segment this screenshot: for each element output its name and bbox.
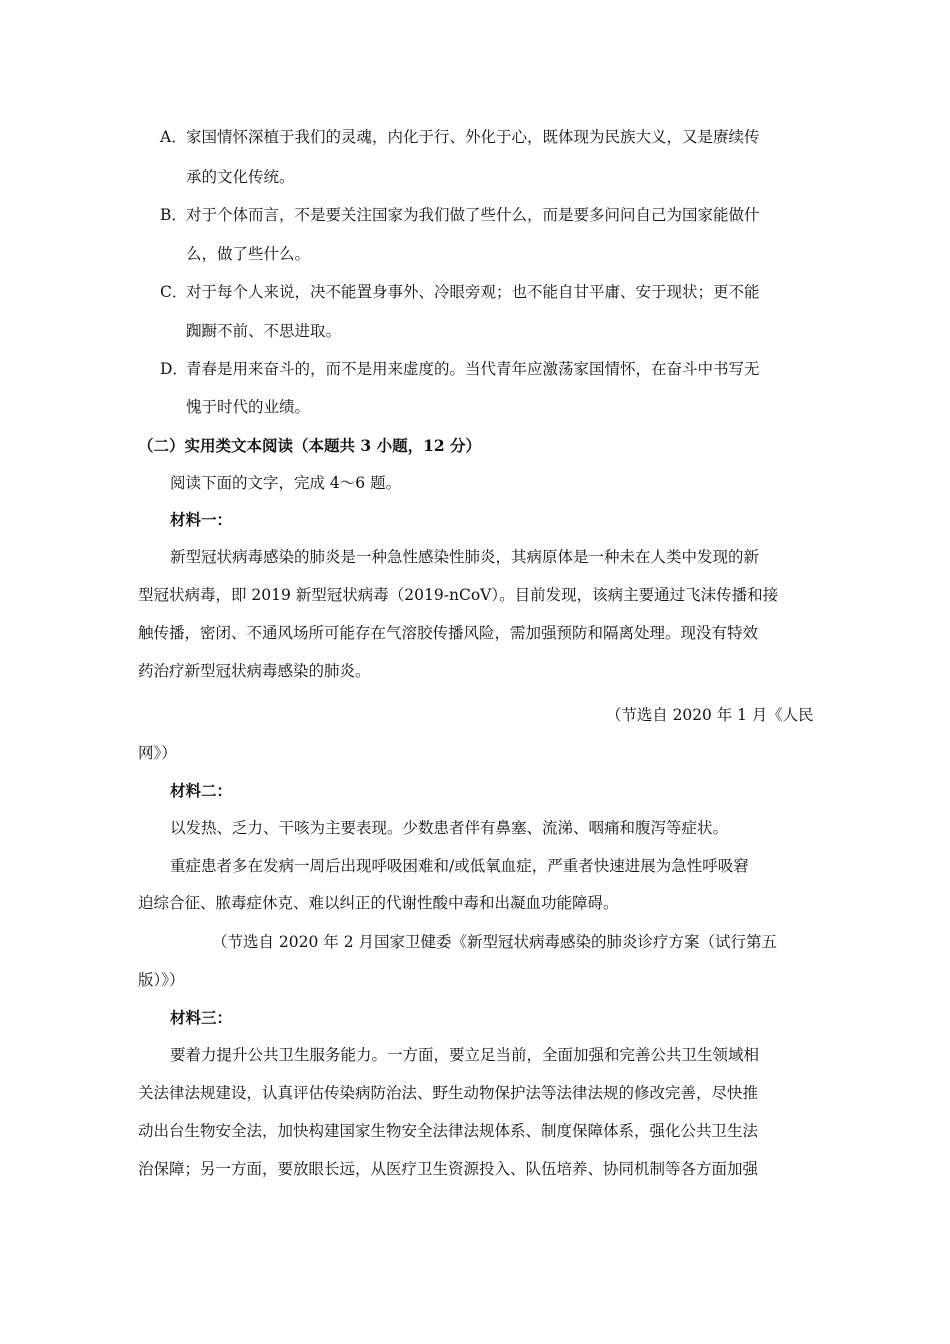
material1-line: 药治疗新型冠状病毒感染的肺炎。 (138, 662, 371, 680)
material3-line: 治保障；另一方面，要放眼长远，从医疗卫生资源投入、队伍培养、协同机制等各方面加强 (138, 1160, 759, 1178)
material2-title: 材料二： (170, 781, 233, 800)
option-b-line2: 么，做了些什么。 (186, 245, 311, 263)
material1-source-cont: 网》） (138, 744, 177, 762)
option-c-line2: 踟蹰不前、不思进取。 (186, 322, 342, 340)
option-b-label: B． (160, 206, 187, 224)
option-b-line1: B．对于个体而言，不是要关注国家为我们做了些什么，而是要多问问自己为国家能做什 (160, 206, 760, 224)
option-c-line1: C．对于每个人来说，决不能置身事外、冷眼旁观；也不能自甘平庸、安于现状；更不能 (160, 283, 760, 301)
material1-line: 新型冠状病毒感染的肺炎是一种急性感染性肺炎，其病原体是一种未在人类中发现的新 (170, 548, 760, 566)
material2-source: （节选自 2020 年 2 月国家卫健委《新型冠状病毒感染的肺炎诊疗方案（试行第五 (212, 933, 778, 951)
material3-line: 关法律法规建设，认真评估传染病防治法、野生动物保护法等法律法规的修改完善，尽快推 (138, 1084, 759, 1102)
material1-source: （节选自 2020 年 1 月《人民 (606, 706, 814, 724)
material1-line: 触传播，密闭、不通风场所可能存在气溶胶传播风险，需加强预防和隔离处理。现没有特效 (138, 624, 759, 642)
section-heading: （二）实用类文本阅读（本题共 3 小题，12 分） (138, 436, 482, 455)
material2-line: 重症患者多在发病一周后出现呼吸困难和/或低氧血症，严重者快速进展为急性呼吸窘 (170, 857, 749, 875)
material3-line: 要着力提升公共卫生服务能力。一方面，要立足当前，全面加强和完善公共卫生领域相 (170, 1046, 760, 1064)
material1-line: 型冠状病毒，即 2019 新型冠状病毒（2019-nCoV）。目前发现，该病主要通过飞沫传播和接 (138, 586, 779, 604)
material3-title: 材料三： (170, 1008, 233, 1027)
material3-line: 动出台生物安全法，加快构建国家生物安全法律法规体系、制度保障体系，强化公共卫生法 (138, 1122, 759, 1140)
material2-source-cont: 版）》） (138, 971, 185, 989)
option-d-label: D． (160, 360, 188, 378)
material1-title: 材料一： (170, 510, 233, 529)
option-d-line1: D．青春是用来奋斗的，而不是用来虚度的。当代青年应激荡家国情怀，在奋斗中书写无 (160, 360, 760, 378)
material2-line: 以发热、乏力、干咳为主要表现。少数患者伴有鼻塞、流涕、咽痛和腹泻等症状。 (170, 819, 729, 837)
option-a-line1: A．家国情怀深植于我们的灵魂，内化于行、外化于心，既体现为民族大义，又是赓续传 (160, 128, 760, 146)
option-a-label: A． (160, 128, 187, 146)
instruction: 阅读下面的文字，完成 4～6 题。 (170, 474, 402, 492)
option-a-line2: 承的文化传统。 (186, 168, 295, 186)
option-d-line2: 愧于时代的业绩。 (186, 398, 311, 416)
option-c-label: C． (160, 283, 188, 301)
material2-line: 迫综合征、脓毒症休克、难以纠正的代谢性酸中毒和出凝血功能障碍。 (138, 894, 619, 912)
